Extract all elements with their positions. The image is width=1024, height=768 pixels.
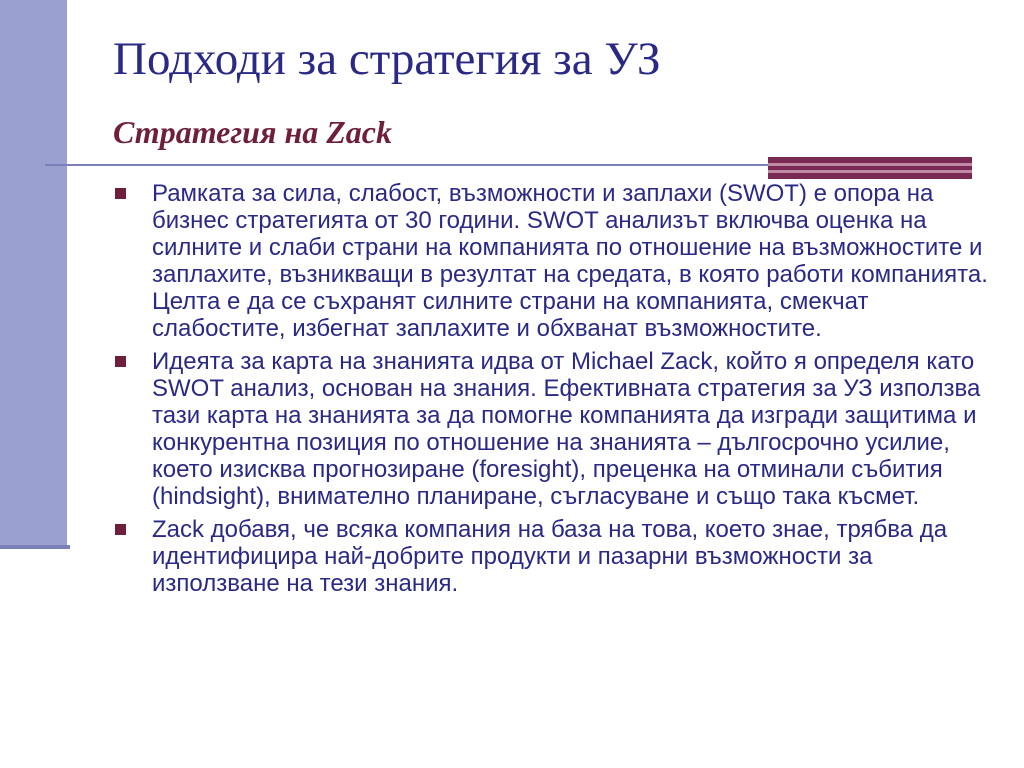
title-divider-accent (768, 157, 972, 179)
bullet-text: Идеята за карта на знанията идва от Michael Zack, който я определя като SWOT анализ, основан на знания. Ефективната стратегия за УЗ използва тази карта на знанията за да помогне компанията да изгради защитима и конкурентна позиция по отношение на знанията – дългосрочно усилие, което изисква прогнозиране (foresight), преценка на отминали събития (hindsight), внимателно планиране, съгласуване и също така късмет. (152, 348, 981, 510)
square-bullet-icon (115, 356, 126, 367)
title-divider-line (45, 164, 775, 166)
left-band-shadow (0, 545, 70, 549)
slide-subtitle: Стратегия на Zack (113, 114, 392, 150)
slide-title: Подходи за стратегия за УЗ (113, 33, 661, 85)
square-bullet-icon (115, 188, 126, 199)
bullet-item-zack-adds (112, 516, 1002, 597)
bullet-list (112, 180, 1002, 603)
bullet-item-swot (112, 180, 1002, 342)
bullet-text: Zack добавя, че всяка компания на база на това, което знае, трябва да идентифицира най-добрите продукти и пазарни възможности за използване на тези знания. (152, 516, 948, 597)
bullet-text: Рамката за сила, слабост, възможности и заплахи (SWOT) е опора на бизнес стратегията от 30 години. SWOT анализът включва оценка на силните и слаби страни на компанията по отношение на възможностите и заплахите, възникващи в резултат на средата, в която работи компанията. Целта е да се съхранят силните страни на компанията, смекчат слабостите, избегнат заплахите и обхванат възможностите. (152, 180, 988, 342)
left-decorative-band (0, 0, 67, 545)
bullet-item-knowledge-map (112, 348, 1002, 510)
square-bullet-icon (115, 524, 126, 535)
